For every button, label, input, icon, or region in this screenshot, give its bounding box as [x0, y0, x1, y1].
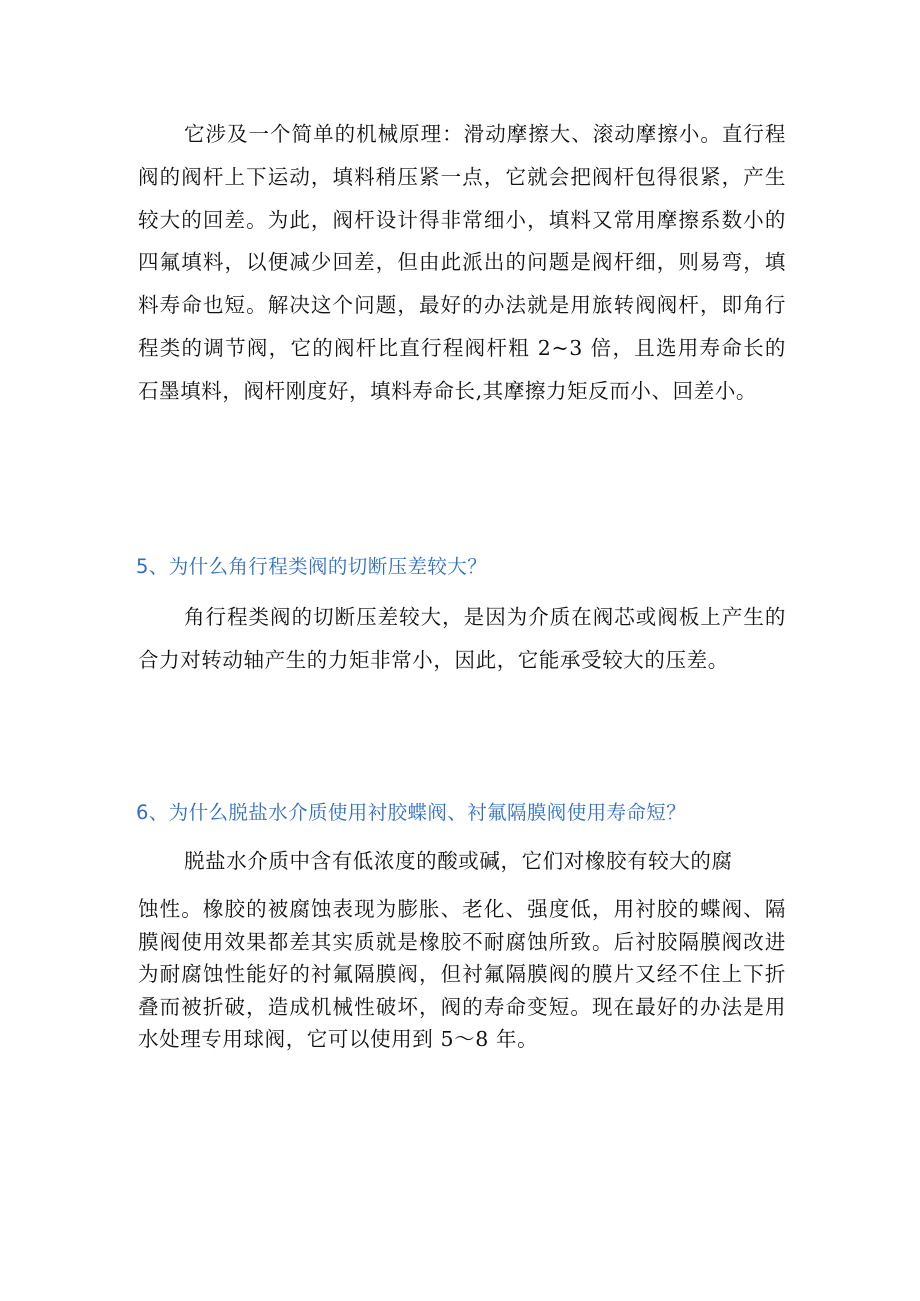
paragraph-valve-stem-friction: 它涉及一个简单的机械原理：滑动摩擦大、滚动摩擦小。直行程阀的阀杆上下运动，填料稍压紧一点，它就会把阀杆包得很紧，产生较大的回差。为此，阀杆设计得非常细小，填料又常用摩擦系数小的四氟填料，以便减少回差，但由此派出的问题是阀杆细，则易弯，填料寿命也短。解决这个问题，最好的办法就是用旅转阀阀杆，即角行程类的调节阀，它的阀杆比直行程阀杆粗 2~3 倍，且选用寿命长的石墨填料，阀杆刚度好，填料寿命长,其摩擦力矩反而小、回差小。 [138, 122, 786, 403]
paragraph-answer-6-first-line: 脱盐水介质中含有低浓度的酸或碱，它们对橡胶有较大的腐 [184, 849, 733, 873]
paragraph-answer-5: 角行程类阀的切断压差较大，是因为介质在阀芯或阀板上产生的合力对转动轴产生的力矩非常小，因此，它能承受较大的压差。 [138, 605, 786, 672]
heading-question-6: 6、为什么脱盐水介质使用衬胶蝶阀、衬氟隔膜阀使用寿命短？ [136, 801, 687, 824]
paragraph-answer-6-continued: 蚀性。橡胶的被腐蚀表现为膨胀、老化、强度低，用衬胶的蝶阀、隔膜阀使用效果都差其实质就是橡胶不耐腐蚀所致。后衬胶隔膜阀改进为耐腐蚀性能好的衬氟隔膜阀，但衬氟隔膜阀的膜片又经不住上下折叠而被折破，造成机械性破坏，阀的寿命变短。现在最好的办法是用水处理专用球阀，它可以使用到 5～8 年。 [138, 897, 786, 1051]
heading-question-5: 5、为什么角行程类阀的切断压差较大？ [136, 555, 488, 578]
